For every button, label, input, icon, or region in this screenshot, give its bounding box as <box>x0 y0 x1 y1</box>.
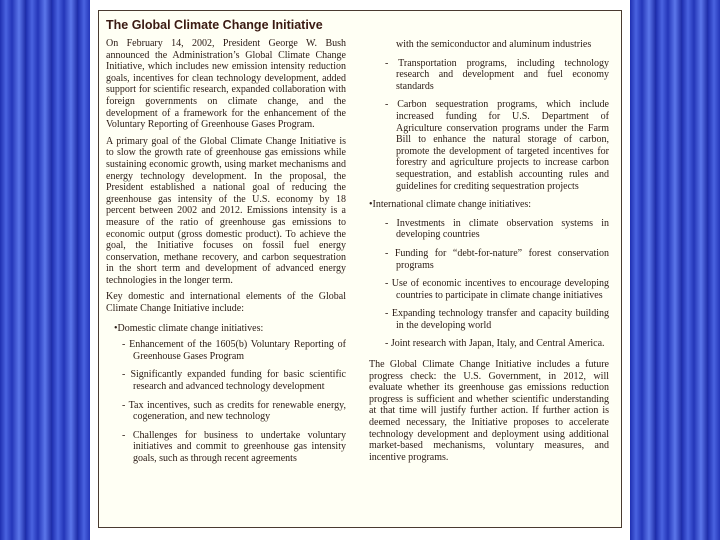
column-left <box>106 38 346 472</box>
list-item: - Significantly expanded funding for basic scientific research and advanced technology development <box>122 369 346 393</box>
list-item: - Challenges for business to undertake voluntary initiatives and commit to greenhouse gas intensity goals, such as through recent agreements <box>122 429 346 464</box>
list-item: - Expanding technology transfer and capacity building in the developing world <box>385 308 609 331</box>
background-left <box>0 0 90 540</box>
list-item-continuation: with the semiconductor and aluminum industries <box>396 39 592 50</box>
list-item: - Tax incentives, such as credits for renewable energy, cogeneration, and new technology <box>122 399 346 423</box>
bullet-heading: •International climate change initiatives: <box>369 199 532 211</box>
paragraph: Key domestic and international elements of the Global Climate Change Initiative include: <box>106 291 346 315</box>
page-title: The Global Climate Change Initiative <box>106 18 323 32</box>
list-item: - Investments in climate observation systems in developing countries <box>385 217 609 241</box>
slide <box>90 0 630 540</box>
background-right <box>630 0 720 540</box>
list-item: - Carbon sequestration programs, which include increased funding for U.S. Department of Agriculture conservation programs under the Farm Bill to enhance the natural storage of carbon, promote the development of targeted incentives for forestry and agriculture projects to increase carbon sequestration, and establish accounting rules and guidelines for crediting sequestration projects <box>385 99 609 192</box>
list-item: - Joint research with Japan, Italy, and Central America. <box>385 338 605 350</box>
column-right <box>369 39 609 468</box>
list-item: - Transportation programs, including technology research and development and fuel economy standards <box>385 57 609 92</box>
list-item: - Use of economic incentives to encourage developing countries to participate in climate change initiatives <box>385 278 609 301</box>
list-item: - Funding for “debt-for-nature” forest conservation programs <box>385 247 609 271</box>
paragraph: A primary goal of the Global Climate Change Initiative is to slow the growth rate of greenhouse gas emissions while sustaining economic growth, using market mechanisms and energy technology development. In the proposal, the President established a national goal of reducing the greenhouse gas intensity of the U.S. economy by 18 percent between 2002 and 2012. Emissions intensity is a measure of the ratio of greenhouse gas emissions to economic output (gross domestic product). To achieve the goal, the Initiative focuses on fossil fuel energy conservation, methane recovery, and carbon sequestration in the short term and development of advanced energy technologies in the longer term. <box>106 135 346 286</box>
document-page <box>98 10 622 528</box>
bullet-heading: •Domestic climate change initiatives: <box>114 322 264 334</box>
closing-paragraph: The Global Climate Change Initiative includes a future progress check: the U.S. Government, in 2012, will evaluate whether its greenhouse gas emissions reduction progress is sufficient and whether scientific understanding at that time will justify further action. If further action is deemed necessary, the Initiative proposes to accelerate technology development and deployment using additional market-based mechanisms, voluntary measures, and incentive programs. <box>369 359 609 463</box>
list-item: - Enhancement of the 1605(b) Voluntary Reporting of Greenhouse Gases Program <box>122 339 346 362</box>
paragraph: On February 14, 2002, President George W. Bush announced the Administration’s Global Climate Change Initiative, which includes new emission intensity reduction goals, incentives for clean technology development, added support for scientific research, expanded collaboration with foreign governments on climate change, and the development of a framework for the enhancement of the Voluntary Reporting of Greenhouse Gases Program. <box>106 38 346 131</box>
